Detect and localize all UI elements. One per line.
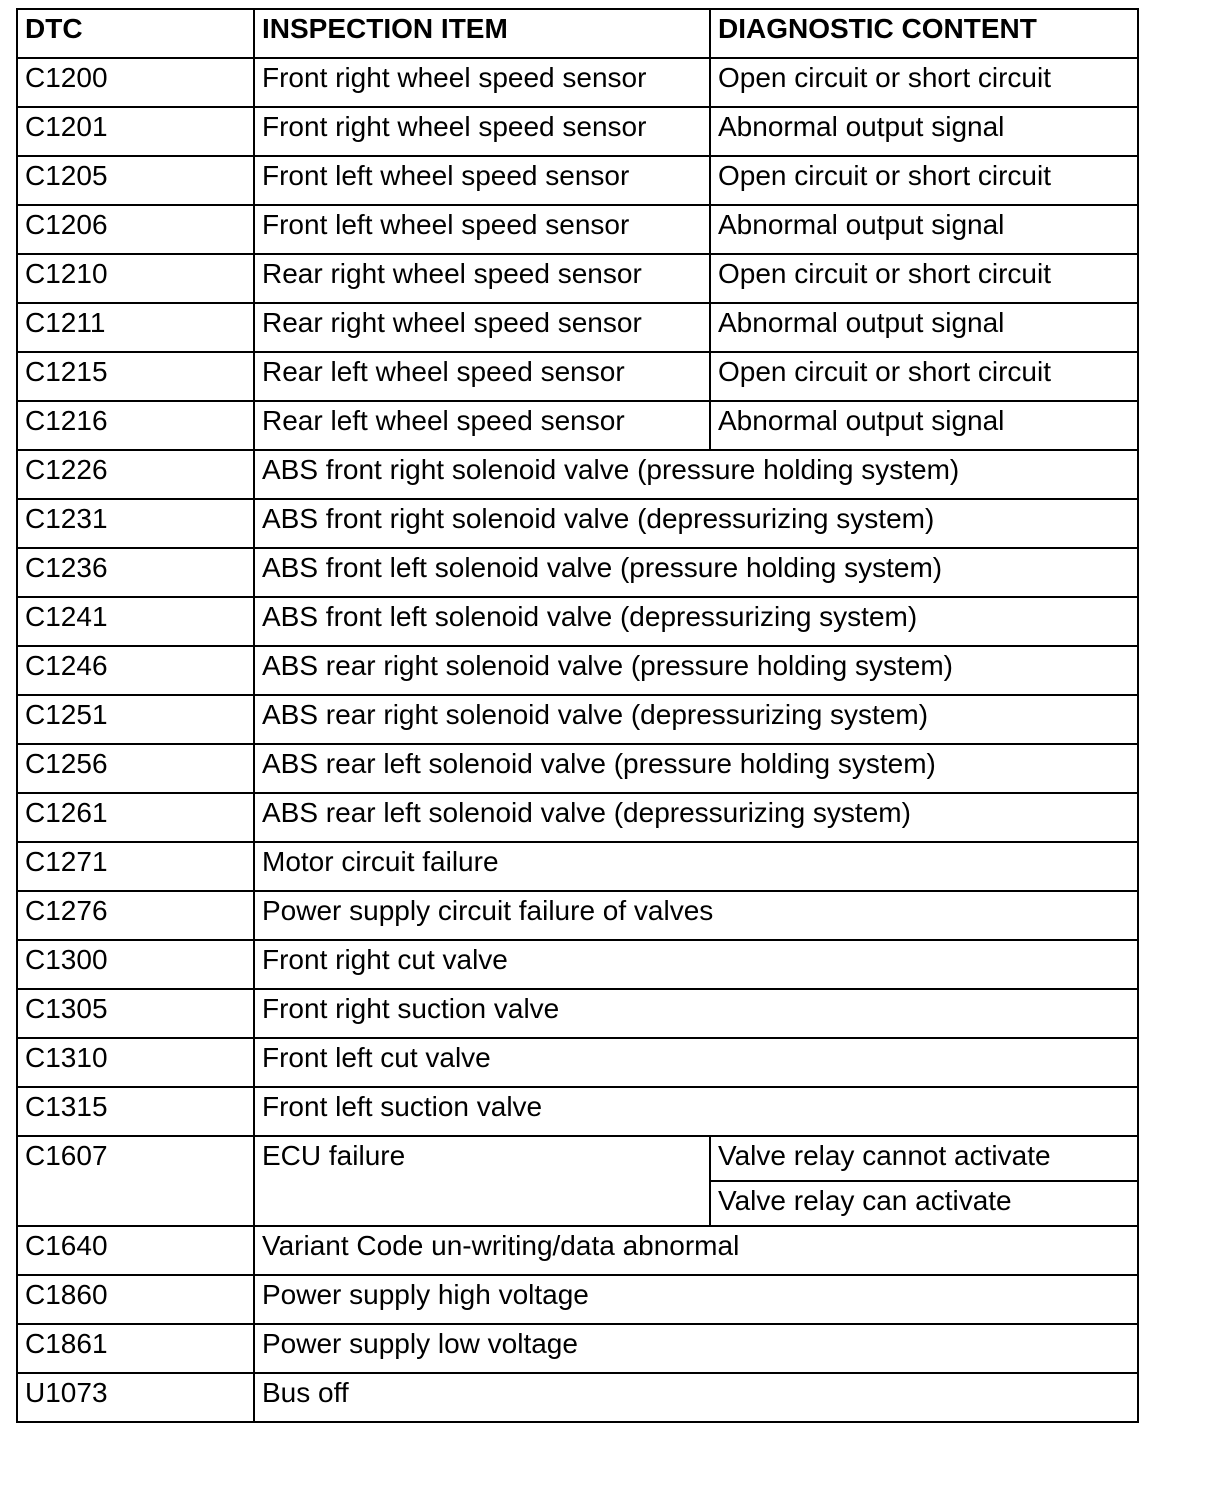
table-row: [17, 1275, 1138, 1324]
diagnostic-content-cell-text: Open circuit or short circuit: [718, 356, 1051, 387]
dtc-cell-text: C1216: [25, 405, 108, 436]
inspection-item-cell-text: ABS rear right solenoid valve (depressurizing system): [262, 699, 929, 730]
table-body: [17, 58, 1138, 1422]
inspection-item-cell-text: Power supply low voltage: [262, 1328, 578, 1359]
inspection-item-cell: [254, 156, 710, 205]
inspection-item-cell: [254, 1324, 1138, 1373]
dtc-cell: [17, 303, 254, 352]
inspection-item-cell: [254, 303, 710, 352]
dtc-cell-text: C1860: [25, 1279, 108, 1310]
inspection-item-cell-text: Front right wheel speed sensor: [262, 62, 647, 93]
table-header: [17, 9, 1138, 58]
diagnostic-content-cell: [710, 352, 1138, 401]
table-row: [17, 450, 1138, 499]
inspection-item-cell: [254, 401, 710, 450]
diagnostic-content-cell: [710, 303, 1138, 352]
inspection-item-cell-text: Rear right wheel speed sensor: [262, 258, 642, 289]
inspection-item-cell: [254, 646, 1138, 695]
table-row: [17, 1226, 1138, 1275]
dtc-cell-text: C1310: [25, 1042, 108, 1073]
inspection-item-cell: [254, 548, 1138, 597]
inspection-item-cell-text: Motor circuit failure: [262, 846, 499, 877]
inspection-item-cell-text: ABS rear right solenoid valve (pressure holding system): [262, 650, 953, 681]
diagnostic-content-cell-text: Open circuit or short circuit: [718, 160, 1051, 191]
header-inspection-item-label: INSPECTION ITEM: [262, 13, 508, 44]
diagnostic-content-cell-text: Abnormal output signal: [718, 209, 1005, 240]
table-row: [17, 352, 1138, 401]
dtc-cell-text: C1300: [25, 944, 108, 975]
dtc-cell-text: C1861: [25, 1328, 108, 1359]
dtc-cell: [17, 548, 254, 597]
header-dtc-label: DTC: [25, 13, 83, 44]
table-row: [17, 303, 1138, 352]
dtc-cell: [17, 597, 254, 646]
dtc-cell: [17, 940, 254, 989]
dtc-cell: [17, 205, 254, 254]
inspection-item-cell-text: Rear left wheel speed sensor: [262, 356, 625, 387]
dtc-cell-text: C1640: [25, 1230, 108, 1261]
table-row: [17, 842, 1138, 891]
inspection-item-cell-text: Front right suction valve: [262, 993, 560, 1024]
dtc-cell-text: C1211: [25, 307, 106, 338]
header-inspection-item: [254, 9, 710, 58]
inspection-item-cell-text: Rear left wheel speed sensor: [262, 405, 625, 436]
dtc-cell: [17, 401, 254, 450]
dtc-cell: [17, 646, 254, 695]
inspection-item-cell-text: Front left suction valve: [262, 1091, 543, 1122]
table-row: [17, 1136, 1138, 1181]
inspection-item-cell-text: Rear right wheel speed sensor: [262, 307, 642, 338]
dtc-cell: [17, 156, 254, 205]
inspection-item-cell-text: ABS front right solenoid valve (pressure holding system): [262, 454, 960, 485]
dtc-cell-text: C1261: [25, 797, 108, 828]
inspection-item-cell: [254, 58, 710, 107]
inspection-item-cell-text: Variant Code un-writing/data abnormal: [262, 1230, 740, 1261]
dtc-cell-text: C1305: [25, 993, 108, 1024]
dtc-cell: [17, 1373, 254, 1422]
inspection-item-cell: [254, 254, 710, 303]
inspection-item-cell-text: ABS front left solenoid valve (depressurizing system): [262, 601, 918, 632]
table-row: [17, 940, 1138, 989]
diagnostic-content-cell: [710, 1181, 1138, 1226]
table-row: [17, 695, 1138, 744]
dtc-cell-text: C1276: [25, 895, 108, 926]
dtc-cell-text: C1226: [25, 454, 108, 485]
header-diagnostic-content: [710, 9, 1138, 58]
dtc-cell: [17, 891, 254, 940]
dtc-cell: [17, 107, 254, 156]
inspection-item-cell: [254, 107, 710, 156]
inspection-item-cell-text: Front right cut valve: [262, 944, 508, 975]
dtc-cell: [17, 1136, 254, 1226]
diagnostic-content-cell: [710, 1136, 1138, 1181]
dtc-cell-text: C1205: [25, 160, 108, 191]
table-row: [17, 989, 1138, 1038]
dtc-cell: [17, 744, 254, 793]
table-row: [17, 1087, 1138, 1136]
dtc-cell: [17, 499, 254, 548]
dtc-cell: [17, 1038, 254, 1087]
inspection-item-cell-text: ABS front right solenoid valve (depressurizing system): [262, 503, 935, 534]
inspection-item-cell: [254, 989, 1138, 1038]
inspection-item-cell: [254, 450, 1138, 499]
diagnostic-content-cell-text: Abnormal output signal: [718, 405, 1005, 436]
inspection-item-cell-text: Front right wheel speed sensor: [262, 111, 647, 142]
dtc-cell-text: C1231: [25, 503, 108, 534]
dtc-cell-text: C1206: [25, 209, 108, 240]
dtc-cell: [17, 695, 254, 744]
dtc-cell-text: C1200: [25, 62, 108, 93]
inspection-item-cell: [254, 1038, 1138, 1087]
inspection-item-cell: [254, 793, 1138, 842]
inspection-item-cell-text: Power supply high voltage: [262, 1279, 589, 1310]
table-row: [17, 205, 1138, 254]
inspection-item-cell: [254, 744, 1138, 793]
inspection-item-cell: [254, 1087, 1138, 1136]
dtc-cell-text: C1251: [25, 699, 108, 730]
table-row: [17, 597, 1138, 646]
dtc-cell: [17, 450, 254, 499]
table-row: [17, 1373, 1138, 1422]
inspection-item-cell-text: ABS front left solenoid valve (pressure holding system): [262, 552, 943, 583]
dtc-cell: [17, 254, 254, 303]
dtc-cell: [17, 1087, 254, 1136]
dtc-cell-text: C1215: [25, 356, 108, 387]
dtc-cell-text: C1256: [25, 748, 108, 779]
inspection-item-cell: [254, 695, 1138, 744]
inspection-item-cell: [254, 891, 1138, 940]
inspection-item-cell-text: ABS rear left solenoid valve (depressurizing system): [262, 797, 911, 828]
diagnostic-content-cell: [710, 107, 1138, 156]
diagnostic-content-cell-text: Valve relay can activate: [718, 1185, 1012, 1216]
diagnostic-content-cell: [710, 254, 1138, 303]
table-row: [17, 891, 1138, 940]
table-row: [17, 499, 1138, 548]
table-row: [17, 58, 1138, 107]
header-dtc: [17, 9, 254, 58]
inspection-item-cell: [254, 499, 1138, 548]
dtc-cell-text: C1201: [25, 111, 108, 142]
inspection-item-cell-text: Front left wheel speed sensor: [262, 209, 630, 240]
dtc-cell-text: C1241: [25, 601, 108, 632]
diagnostic-content-cell-text: Open circuit or short circuit: [718, 62, 1051, 93]
dtc-cell-text: U1073: [25, 1377, 108, 1408]
table-row: [17, 156, 1138, 205]
dtc-cell: [17, 842, 254, 891]
dtc-cell-text: C1607: [25, 1140, 108, 1171]
inspection-item-cell: [254, 352, 710, 401]
diagnostic-content-cell-text: Valve relay cannot activate: [718, 1140, 1051, 1171]
dtc-cell: [17, 989, 254, 1038]
dtc-cell: [17, 1226, 254, 1275]
dtc-cell-text: C1315: [25, 1091, 108, 1122]
header-diagnostic-content-label: DIAGNOSTIC CONTENT: [718, 13, 1037, 44]
table-row: [17, 107, 1138, 156]
dtc-cell-text: C1271: [25, 846, 108, 877]
inspection-item-cell-text: ABS rear left solenoid valve (pressure holding system): [262, 748, 936, 779]
table-row: [17, 1038, 1138, 1087]
table-row: [17, 1324, 1138, 1373]
table-row: [17, 793, 1138, 842]
dtc-table: [16, 8, 1139, 1423]
inspection-item-cell: [254, 1275, 1138, 1324]
dtc-cell: [17, 1324, 254, 1373]
header-row: [17, 9, 1138, 58]
inspection-item-cell-text: ECU failure: [262, 1140, 406, 1171]
inspection-item-cell: [254, 940, 1138, 989]
diagnostic-content-cell: [710, 58, 1138, 107]
diagnostic-content-cell: [710, 156, 1138, 205]
inspection-item-cell-text: Power supply circuit failure of valves: [262, 895, 714, 926]
table-row: [17, 401, 1138, 450]
inspection-item-cell: [254, 205, 710, 254]
diagnostic-content-cell: [710, 205, 1138, 254]
dtc-cell-text: C1236: [25, 552, 108, 583]
diagnostic-content-cell-text: Open circuit or short circuit: [718, 258, 1051, 289]
dtc-cell: [17, 1275, 254, 1324]
inspection-item-cell: [254, 1136, 710, 1226]
inspection-item-cell-text: Front left wheel speed sensor: [262, 160, 630, 191]
diagnostic-content-cell-text: Abnormal output signal: [718, 111, 1005, 142]
inspection-item-cell-text: Front left cut valve: [262, 1042, 491, 1073]
table-row: [17, 548, 1138, 597]
dtc-cell: [17, 352, 254, 401]
dtc-cell: [17, 58, 254, 107]
table-row: [17, 744, 1138, 793]
diagnostic-content-cell: [710, 401, 1138, 450]
inspection-item-cell: [254, 597, 1138, 646]
inspection-item-cell: [254, 842, 1138, 891]
inspection-item-cell-text: Bus off: [262, 1377, 349, 1408]
inspection-item-cell: [254, 1226, 1138, 1275]
table-row: [17, 254, 1138, 303]
dtc-cell-text: C1210: [25, 258, 108, 289]
table-row: [17, 646, 1138, 695]
dtc-cell: [17, 793, 254, 842]
dtc-cell-text: C1246: [25, 650, 108, 681]
diagnostic-content-cell-text: Abnormal output signal: [718, 307, 1005, 338]
inspection-item-cell: [254, 1373, 1138, 1422]
